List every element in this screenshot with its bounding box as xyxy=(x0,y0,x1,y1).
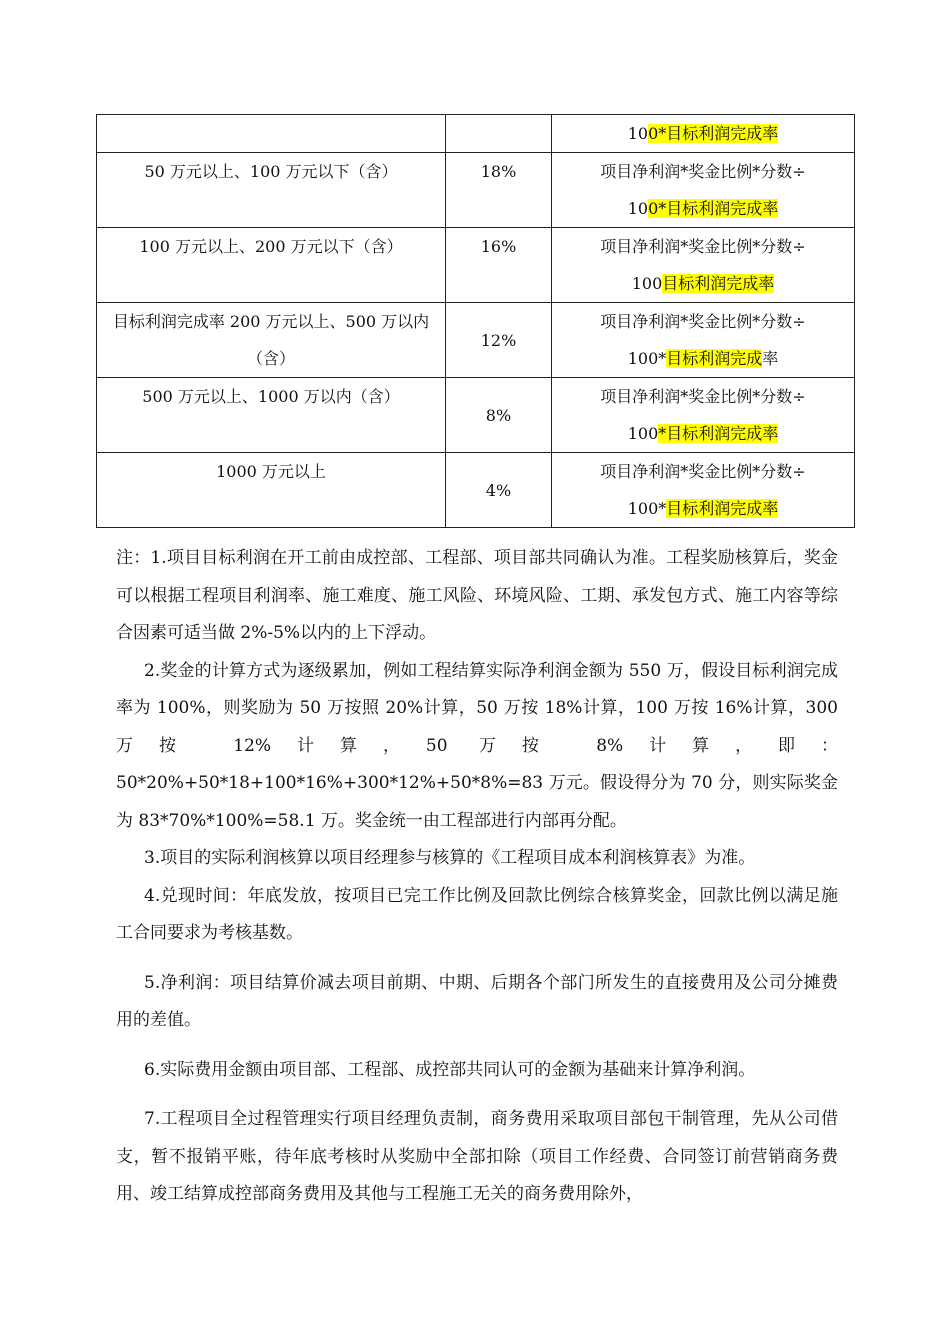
formula-cell xyxy=(552,378,855,453)
formula-cell xyxy=(552,228,855,303)
table-row xyxy=(97,453,855,528)
notes-section xyxy=(116,540,838,1214)
formula-line1: 项目净利润*奖金比例*分数÷ xyxy=(600,237,806,256)
formula-prefix: 100* xyxy=(627,499,667,518)
formula-prefix: 10 xyxy=(627,124,649,143)
rate-cell: 4% xyxy=(446,453,552,528)
table-row xyxy=(97,378,855,453)
range-cell: 1000 万元以上 xyxy=(97,453,446,528)
formula-highlight: 0*目标利润完成率 xyxy=(648,199,779,218)
formula-prefix: 100 xyxy=(627,424,659,443)
formula-cell xyxy=(552,115,855,153)
note-6: 6.实际费用金额由项目部、工程部、成控部共同认可的金额为基础来计算净利润。 xyxy=(144,1059,756,1080)
table-row xyxy=(97,153,855,228)
formula-highlight: 目标利润完成率 xyxy=(666,499,779,518)
formula-highlight: 目标利润完成率 xyxy=(662,274,775,293)
range-cell: 500 万元以上、1000 万以内（含） xyxy=(97,378,446,453)
rate-cell: 16% xyxy=(446,228,552,303)
note-7: 7.工程项目全过程管理实行项目经理负责制，商务费用采取项目部包干制管理，先从公司借支，暂不报销平账，待年底考核时从奖励中全部扣除（项目工作经费、合同签订前营销商务费用、竣工结算成控部商务费用及其他与工程施工无关的商务费用除外， xyxy=(116,1109,838,1204)
formula-line1: 项目净利润*奖金比例*分数÷ xyxy=(600,312,806,331)
note-2: 2.奖金的计算方式为逐级累加，例如工程结算实际净利润金额为 550 万，假设目标利润完成率为 100%，则奖励为 50 万按照 20%计算，50 万按 18%计算，100 万按 16%计算，300 万按 12%计算，50 万按 8%计算，即：50*20%+50*18+100*16%+300*12%+50*8%=83 万元。假设得分为 70 分，则实际奖金为 83*70%*100%=58.1 万。奖金统一由工程部进行内部再分配。 xyxy=(116,660,838,831)
note-1: 注：1.项目目标利润在开工前由成控部、工程部、项目部共同确认为准。工程奖励核算后，奖金可以根据工程项目利润率、施工难度、施工风险、环境风险、工期、承发包方式、施工内容等综合因素可适当做 2%-5%以内的上下浮动。 xyxy=(116,548,838,643)
formula-suffix: 率 xyxy=(762,349,779,368)
table-row xyxy=(97,228,855,303)
note-5: 5.净利润：项目结算价减去项目前期、中期、后期各个部门所发生的直接费用及公司分摊费用的差值。 xyxy=(116,972,838,1030)
note-3: 3.项目的实际利润核算以项目经理参与核算的《工程项目成本利润核算表》为准。 xyxy=(144,848,756,868)
formula-highlight: 0*目标利润完成率 xyxy=(648,124,779,143)
rate-cell xyxy=(446,115,552,153)
formula-line1: 项目净利润*奖金比例*分数÷ xyxy=(600,162,806,181)
range-cell xyxy=(97,115,446,153)
note-4: 4.兑现时间：年底发放，按项目已完工作比例及回款比例综合核算奖金，回款比例以满足施工合同要求为考核基数。 xyxy=(116,885,838,943)
formula-highlight: 目标利润完成 xyxy=(666,349,763,368)
formula-prefix: 100 xyxy=(631,274,663,293)
rate-cell: 12% xyxy=(446,303,552,378)
range-cell: 目标利润完成率 200 万元以上、500 万以内（含） xyxy=(97,303,446,378)
range-cell: 100 万元以上、200 万元以下（含） xyxy=(97,228,446,303)
formula-cell xyxy=(552,153,855,228)
formula-highlight: *目标利润完成率 xyxy=(658,424,779,443)
bonus-rate-table xyxy=(96,114,855,528)
formula-prefix: 100* xyxy=(627,349,667,368)
formula-cell xyxy=(552,303,855,378)
formula-cell xyxy=(552,453,855,528)
rate-cell: 18% xyxy=(446,153,552,228)
rate-cell: 8% xyxy=(446,378,552,453)
formula-line1: 项目净利润*奖金比例*分数÷ xyxy=(600,462,806,481)
table-row xyxy=(97,303,855,378)
formula-prefix: 10 xyxy=(627,199,649,218)
table-row xyxy=(97,115,855,153)
formula-line1: 项目净利润*奖金比例*分数÷ xyxy=(600,387,806,406)
range-cell: 50 万元以上、100 万元以下（含） xyxy=(97,153,446,228)
